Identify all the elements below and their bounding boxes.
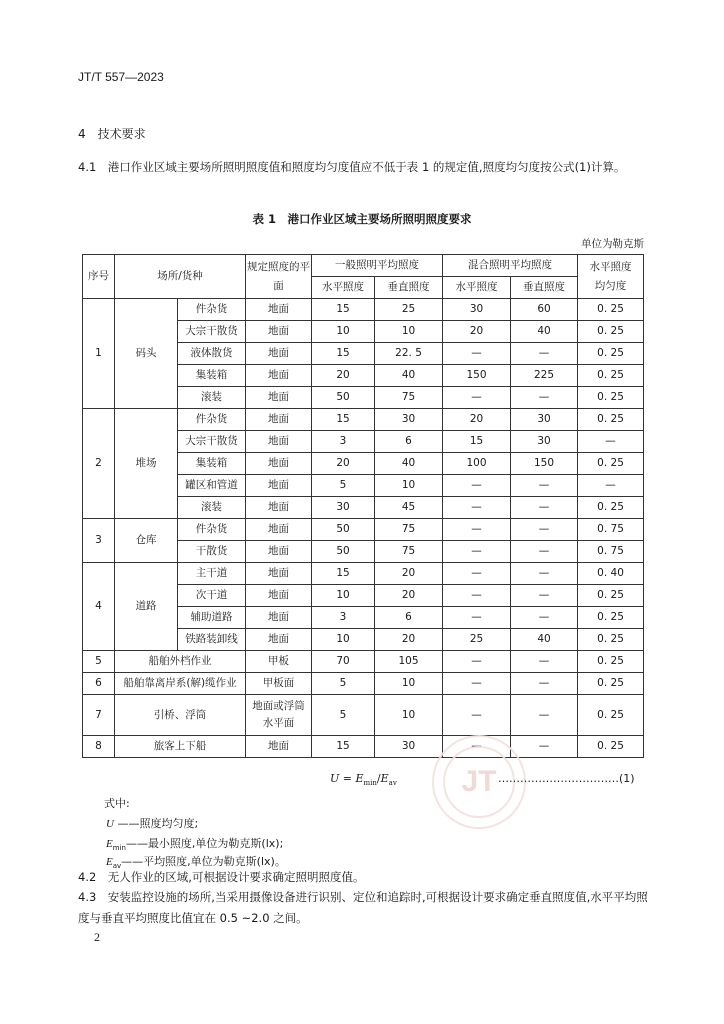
row-mixed-vertical: — xyxy=(511,497,578,519)
row-mixed-vertical: — xyxy=(511,387,578,409)
row-mixed-horizontal: — xyxy=(443,607,511,629)
formula-slash: / xyxy=(376,772,381,785)
row-cargo: 滚装 xyxy=(178,387,246,409)
row-general-vertical: 6 xyxy=(375,431,443,453)
row-cargo: 滚装 xyxy=(178,497,246,519)
where-u-symbol: U xyxy=(106,818,114,830)
row-cargo: 铁路装卸线 xyxy=(178,629,246,651)
row-place: 船舶外档作业 xyxy=(115,651,246,673)
row-seq: 2 xyxy=(83,409,115,519)
row-general-vertical: 20 xyxy=(375,629,443,651)
row-mixed-vertical: — xyxy=(511,695,578,736)
row-plane: 地面 xyxy=(246,541,312,563)
where-title: 式中: xyxy=(104,797,130,810)
row-cargo: 大宗干散货 xyxy=(178,321,246,343)
row-plane: 地面 xyxy=(246,585,312,607)
row-plane: 地面 xyxy=(246,607,312,629)
row-place: 堆场 xyxy=(115,409,178,519)
standard-number: JT/T 557—2023 xyxy=(78,70,164,84)
row-cargo: 集装箱 xyxy=(178,365,246,387)
row-general-vertical: 25 xyxy=(375,299,443,321)
row-general-vertical: 105 xyxy=(375,651,443,673)
row-plane: 地面 xyxy=(246,519,312,541)
table-caption: 表 1 港口作业区域主要场所照明照度要求 xyxy=(252,212,472,226)
row-mixed-horizontal: — xyxy=(443,475,511,497)
row-uniformity: 0. 25 xyxy=(578,387,644,409)
table-row xyxy=(83,736,644,758)
where-u xyxy=(106,815,198,831)
row-general-horizontal: 5 xyxy=(312,695,375,736)
row-general-vertical: 30 xyxy=(375,736,443,758)
row-mixed-horizontal: — xyxy=(443,673,511,695)
row-general-vertical: 75 xyxy=(375,519,443,541)
row-cargo: 件杂货 xyxy=(178,409,246,431)
row-place: 旅客上下船 xyxy=(115,736,246,758)
row-uniformity: 0. 25 xyxy=(578,497,644,519)
row-general-horizontal: 3 xyxy=(312,607,375,629)
row-uniformity: 0. 40 xyxy=(578,563,644,585)
row-mixed-vertical: 40 xyxy=(511,629,578,651)
row-general-vertical: 30 xyxy=(375,409,443,431)
row-mixed-vertical: — xyxy=(511,475,578,497)
row-place: 码头 xyxy=(115,299,178,409)
row-mixed-vertical: — xyxy=(511,585,578,607)
table-row xyxy=(83,409,644,431)
row-general-horizontal: 10 xyxy=(312,585,375,607)
row-plane: 地面或浮筒水平面 xyxy=(246,695,312,736)
where-emin-desc: ——最小照度,单位为勒克斯(lx); xyxy=(125,837,284,850)
row-uniformity: 0. 75 xyxy=(578,519,644,541)
row-cargo: 罐区和管道 xyxy=(178,475,246,497)
row-general-horizontal: 50 xyxy=(312,519,375,541)
row-uniformity: 0. 25 xyxy=(578,409,644,431)
row-place: 船舶靠离岸系(解)缆作业 xyxy=(115,673,246,695)
row-cargo: 辅助道路 xyxy=(178,607,246,629)
row-uniformity: 0. 25 xyxy=(578,321,644,343)
row-place: 仓库 xyxy=(115,519,178,563)
paragraph-4-2: 4.2 无人作业的区域,可根据设计要求确定照明照度值。 xyxy=(78,870,365,884)
where-emin-symbol: E xyxy=(106,838,113,850)
table-row xyxy=(83,695,644,736)
row-general-horizontal: 20 xyxy=(312,365,375,387)
row-place: 引桥、浮筒 xyxy=(115,695,246,736)
row-general-vertical: 45 xyxy=(375,497,443,519)
formula-1 xyxy=(330,772,397,787)
row-general-vertical: 10 xyxy=(375,321,443,343)
row-general-vertical: 75 xyxy=(375,387,443,409)
row-mixed-horizontal: — xyxy=(443,497,511,519)
row-general-vertical: 40 xyxy=(375,453,443,475)
row-general-horizontal: 30 xyxy=(312,497,375,519)
row-cargo: 集装箱 xyxy=(178,453,246,475)
row-uniformity: — xyxy=(578,475,644,497)
row-general-vertical: 22. 5 xyxy=(375,343,443,365)
row-mixed-vertical: — xyxy=(511,343,578,365)
header-uniformity: 水平照度均匀度 xyxy=(578,255,644,299)
table-row xyxy=(83,563,644,585)
row-mixed-horizontal: 15 xyxy=(443,431,511,453)
row-mixed-vertical: — xyxy=(511,519,578,541)
header-mixed-vertical: 垂直照度 xyxy=(511,277,578,299)
row-seq: 1 xyxy=(83,299,115,409)
row-plane: 地面 xyxy=(246,497,312,519)
section-title: 4 技术要求 xyxy=(78,127,146,141)
row-cargo: 液体散货 xyxy=(178,343,246,365)
row-general-vertical: 6 xyxy=(375,607,443,629)
row-general-vertical: 75 xyxy=(375,541,443,563)
row-mixed-horizontal: — xyxy=(443,695,511,736)
row-general-horizontal: 10 xyxy=(312,321,375,343)
illuminance-table xyxy=(82,254,644,758)
row-plane: 地面 xyxy=(246,365,312,387)
formula-e-min: E xyxy=(355,772,364,785)
where-emin-sub: min xyxy=(112,844,126,853)
row-mixed-vertical: — xyxy=(511,673,578,695)
paragraph-4-1: 4.1 港口作业区域主要场所照明照度值和照度均匀度值应不低于表 1 的规定值,照度均匀度按公式(1)计算。 xyxy=(78,160,626,174)
header-general: 一般照明平均照度 xyxy=(312,255,443,277)
row-plane: 地面 xyxy=(246,387,312,409)
header-general-horizontal: 水平照度 xyxy=(312,277,375,299)
header-plane: 规定照度的平面 xyxy=(246,255,312,299)
row-uniformity: 0. 25 xyxy=(578,453,644,475)
row-mixed-vertical: 150 xyxy=(511,453,578,475)
row-general-vertical: 20 xyxy=(375,563,443,585)
row-seq: 7 xyxy=(83,695,115,736)
row-general-vertical: 10 xyxy=(375,475,443,497)
row-seq: 3 xyxy=(83,519,115,563)
row-plane: 甲板 xyxy=(246,651,312,673)
row-general-horizontal: 50 xyxy=(312,541,375,563)
row-mixed-horizontal: — xyxy=(443,387,511,409)
row-general-horizontal: 10 xyxy=(312,629,375,651)
row-seq: 5 xyxy=(83,651,115,673)
row-seq: 8 xyxy=(83,736,115,758)
formula-av-sub: av xyxy=(388,779,397,788)
watermark-text: JT xyxy=(443,746,515,818)
where-eav-desc: ——平均照度,单位为勒克斯(lx)。 xyxy=(121,855,286,868)
header-mixed-horizontal: 水平照度 xyxy=(443,277,511,299)
where-eav-symbol: E xyxy=(106,856,113,868)
row-general-horizontal: 20 xyxy=(312,453,375,475)
row-plane: 地面 xyxy=(246,736,312,758)
row-general-horizontal: 15 xyxy=(312,563,375,585)
row-mixed-vertical: 40 xyxy=(511,321,578,343)
row-mixed-vertical: — xyxy=(511,651,578,673)
row-uniformity: 0. 25 xyxy=(578,607,644,629)
row-mixed-vertical: — xyxy=(511,607,578,629)
row-plane: 地面 xyxy=(246,409,312,431)
row-general-vertical: 40 xyxy=(375,365,443,387)
formula-number: ……………………………(1) xyxy=(498,772,635,785)
row-mixed-vertical: — xyxy=(511,563,578,585)
row-plane: 地面 xyxy=(246,475,312,497)
header-seq: 序号 xyxy=(83,255,115,299)
row-mixed-horizontal: — xyxy=(443,651,511,673)
row-mixed-horizontal: 20 xyxy=(443,409,511,431)
row-mixed-horizontal: 30 xyxy=(443,299,511,321)
where-eav-sub: av xyxy=(112,862,122,871)
row-uniformity: 0. 25 xyxy=(578,736,644,758)
row-mixed-vertical: 60 xyxy=(511,299,578,321)
row-uniformity: 0. 25 xyxy=(578,343,644,365)
row-general-horizontal: 15 xyxy=(312,343,375,365)
row-plane: 地面 xyxy=(246,343,312,365)
row-plane: 地面 xyxy=(246,453,312,475)
row-uniformity: 0. 75 xyxy=(578,541,644,563)
header-general-vertical: 垂直照度 xyxy=(375,277,443,299)
row-plane: 甲板面 xyxy=(246,673,312,695)
row-mixed-horizontal: — xyxy=(443,563,511,585)
header-place: 场所/货种 xyxy=(115,255,246,299)
row-mixed-horizontal: 25 xyxy=(443,629,511,651)
formula-e-av: E xyxy=(380,772,389,785)
table-row xyxy=(83,673,644,695)
row-cargo: 次干道 xyxy=(178,585,246,607)
row-general-vertical: 20 xyxy=(375,585,443,607)
row-plane: 地面 xyxy=(246,629,312,651)
row-place: 道路 xyxy=(115,563,178,651)
row-uniformity: 0. 25 xyxy=(578,299,644,321)
row-uniformity: 0. 25 xyxy=(578,629,644,651)
table-row xyxy=(83,651,644,673)
paragraph-4-3: 4.3 安装监控设施的场所,当采用摄像设备进行识别、定位和追踪时,可根据设计要求确定垂直照度值,水平平均照度与垂直平均照度比值宜在 0.5 ~2.0 之间。 xyxy=(78,890,648,925)
formula-eq: = xyxy=(339,772,356,785)
where-u-desc: ——照度均匀度; xyxy=(117,817,199,830)
row-seq: 6 xyxy=(83,673,115,695)
row-mixed-vertical: 30 xyxy=(511,409,578,431)
row-general-horizontal: 5 xyxy=(312,673,375,695)
row-cargo: 大宗干散货 xyxy=(178,431,246,453)
row-general-horizontal: 15 xyxy=(312,409,375,431)
row-cargo: 干散货 xyxy=(178,541,246,563)
table-row xyxy=(83,519,644,541)
row-plane: 地面 xyxy=(246,431,312,453)
row-cargo: 主干道 xyxy=(178,563,246,585)
row-mixed-horizontal: 100 xyxy=(443,453,511,475)
table-row xyxy=(83,299,644,321)
row-mixed-vertical: 30 xyxy=(511,431,578,453)
row-general-horizontal: 50 xyxy=(312,387,375,409)
row-uniformity: 0. 25 xyxy=(578,585,644,607)
row-plane: 地面 xyxy=(246,321,312,343)
where-emin xyxy=(106,835,283,852)
row-uniformity: 0. 25 xyxy=(578,365,644,387)
row-uniformity: — xyxy=(578,431,644,453)
row-mixed-horizontal: — xyxy=(443,585,511,607)
row-general-horizontal: 15 xyxy=(312,299,375,321)
row-seq: 4 xyxy=(83,563,115,651)
row-mixed-vertical: — xyxy=(511,541,578,563)
row-mixed-horizontal: 150 xyxy=(443,365,511,387)
table-unit: 单位为勒克斯 xyxy=(581,238,644,250)
row-mixed-horizontal: — xyxy=(443,736,511,758)
formula-min-sub: min xyxy=(363,779,377,788)
row-uniformity: 0. 25 xyxy=(578,673,644,695)
header-mixed: 混合照明平均照度 xyxy=(443,255,578,277)
row-plane: 地面 xyxy=(246,563,312,585)
row-plane: 地面 xyxy=(246,299,312,321)
row-mixed-horizontal: — xyxy=(443,541,511,563)
row-uniformity: 0. 25 xyxy=(578,695,644,736)
row-mixed-vertical: — xyxy=(511,736,578,758)
row-cargo: 件杂货 xyxy=(178,299,246,321)
row-cargo: 件杂货 xyxy=(178,519,246,541)
row-general-horizontal: 5 xyxy=(312,475,375,497)
row-general-vertical: 10 xyxy=(375,695,443,736)
page-number: 2 xyxy=(94,930,100,944)
row-general-horizontal: 15 xyxy=(312,736,375,758)
row-mixed-vertical: 225 xyxy=(511,365,578,387)
row-general-horizontal: 3 xyxy=(312,431,375,453)
row-mixed-horizontal: 20 xyxy=(443,321,511,343)
row-uniformity: 0. 25 xyxy=(578,651,644,673)
row-mixed-horizontal: — xyxy=(443,519,511,541)
formula-u: U xyxy=(330,772,340,785)
row-general-horizontal: 70 xyxy=(312,651,375,673)
row-general-vertical: 10 xyxy=(375,673,443,695)
row-mixed-horizontal: — xyxy=(443,343,511,365)
